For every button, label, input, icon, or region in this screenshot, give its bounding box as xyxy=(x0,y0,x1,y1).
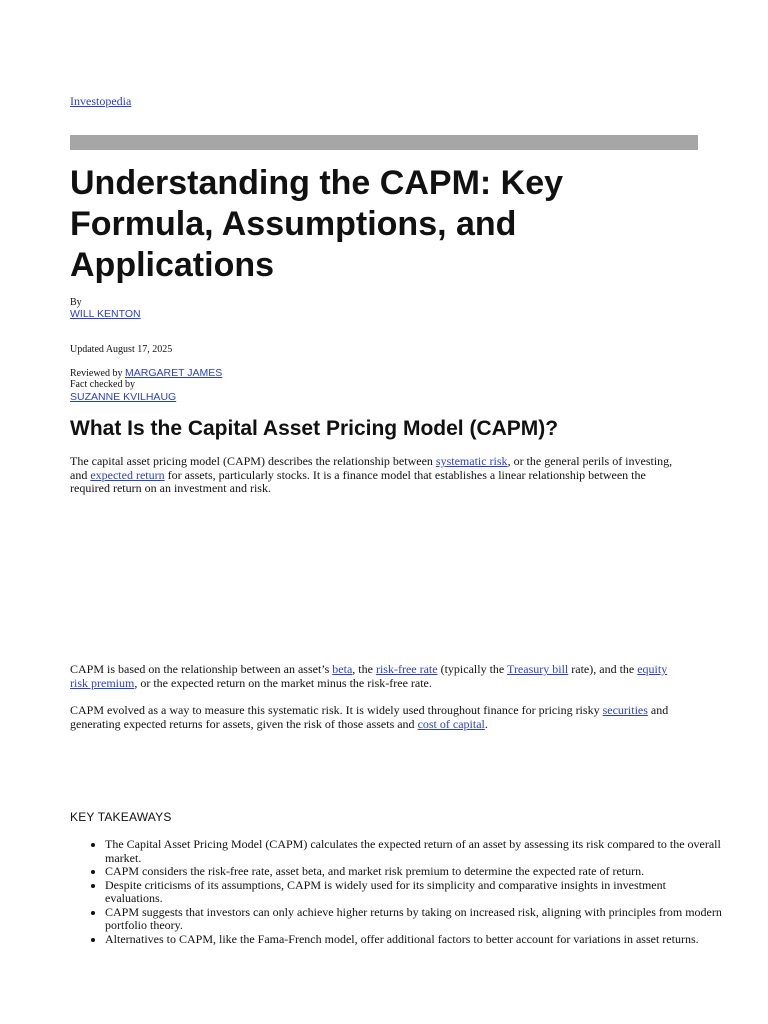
key-takeaways-list xyxy=(70,838,725,946)
text-span: rate), and the xyxy=(568,662,638,676)
beta-paragraph xyxy=(70,663,682,690)
text-span: . xyxy=(484,716,488,731)
updated-date: Updated August 17, 2025 xyxy=(70,344,173,355)
list-item: • The Capital Asset Pricing Model (CAPM) calculates the expected return of an asset by assessing its risk compared to the overall market. xyxy=(105,838,725,865)
link-equity-risk-premium[interactable]: equity risk premium xyxy=(70,662,668,690)
link-expected-return[interactable]: expected return xyxy=(90,467,165,482)
fact-checked-label: Fact checked by xyxy=(70,379,135,390)
link-cost-of-capital[interactable]: cost of capital xyxy=(417,716,485,731)
article-title: Understanding the CAPM: Key Formula, Assumptions, and Applications xyxy=(70,164,564,284)
link-systematic-risk[interactable]: systematic risk xyxy=(435,454,508,468)
text-span: and generating expected returns for assets, given the risk of those assets and xyxy=(70,703,669,731)
list-item: • Alternatives to CAPM, like the Fama-French model, offer additional factors to better account for variations in asset returns. xyxy=(105,933,725,947)
reviewer-link[interactable]: MARGARET JAMES xyxy=(125,367,223,379)
link-securities[interactable]: securities xyxy=(602,703,648,717)
author-link[interactable]: WILL KENTON xyxy=(70,308,141,320)
list-item: • CAPM considers the risk-free rate, asset beta, and market risk premium to determine the expected rate of return. xyxy=(105,865,725,879)
text-span: for assets, particularly stocks. It is a finance model that establishes a linear relationship between the required return on an investment and risk. xyxy=(70,467,646,495)
list-item: • CAPM suggests that investors can only achieve higher returns by taking on increased risk, aligning with principles from modern portfolio theory. xyxy=(105,906,725,933)
fact-checker-link[interactable]: SUZANNE KVILHAUG xyxy=(70,391,177,403)
text-span: The capital asset pricing model (CAPM) describes the relationship between xyxy=(70,454,436,468)
header-banner-bar xyxy=(70,135,698,150)
text-span: , the xyxy=(352,662,376,676)
text-span: CAPM evolved as a way to measure this systematic risk. It is widely used throughout finance for pricing risky xyxy=(70,703,603,717)
intro-paragraph xyxy=(70,455,682,496)
text-span: CAPM is based on the relationship between an asset’s xyxy=(70,662,333,676)
text-span: , or the general perils of investing, and xyxy=(70,454,673,482)
key-takeaways-heading: KEY TAKEAWAYS xyxy=(70,810,172,824)
reviewed-by-label: Reviewed by xyxy=(70,368,125,379)
brand-link[interactable]: Investopedia xyxy=(70,94,132,108)
list-item: • Despite criticisms of its assumptions, CAPM is widely used for its simplicity and comparative insights in investment evaluations. xyxy=(105,879,725,906)
link-beta[interactable]: beta xyxy=(332,662,353,676)
evolution-paragraph xyxy=(70,704,682,731)
section-heading: What Is the Capital Asset Pricing Model (CAPM)? xyxy=(70,417,559,440)
link-treasury-bill[interactable]: Treasury bill xyxy=(507,662,569,676)
byline-label: By xyxy=(70,297,82,308)
link-risk-free-rate[interactable]: risk-free rate xyxy=(375,662,438,676)
text-span: , or the expected return on the market minus the risk-free rate. xyxy=(134,675,432,690)
text-span: (typically the xyxy=(437,662,508,676)
